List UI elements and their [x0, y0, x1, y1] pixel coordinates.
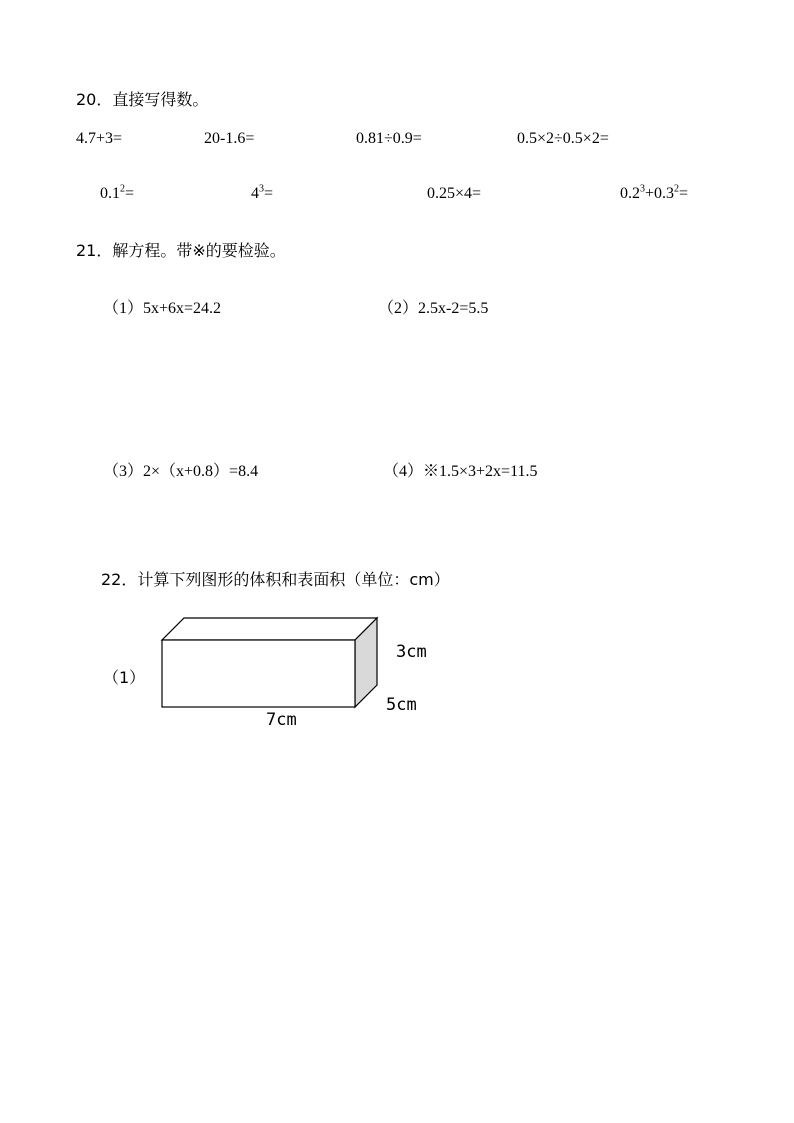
cuboid-front-face [162, 640, 355, 707]
q22-part1-label: （1） [103, 668, 146, 687]
cuboid-depth-label: 5cm [386, 695, 417, 715]
cuboid-diagram [160, 615, 380, 710]
q21-title: 21．解方程。带※的要检验。 [76, 241, 286, 260]
q20-item-3: 0.81÷0.9= [356, 130, 422, 147]
cuboid-top-face [162, 618, 377, 640]
q21-equation-2: （2）2.5x-2=5.5 [378, 300, 489, 317]
cuboid-height-label: 3cm [396, 642, 427, 662]
q21-equation-3: （3）2×（x+0.8）=8.4 [103, 463, 259, 480]
q22-title: 22．计算下列图形的体积和表面积（单位：cm） [101, 570, 450, 589]
q21-equation-4: （4）※1.5×3+2x=11.5 [383, 463, 538, 480]
q20-item-8: $0.2^3+0.3^2=$ [620, 183, 689, 202]
q20-item-5: $0.1^2=$ [100, 183, 135, 202]
q20-title: 20．直接写得数。 [76, 90, 209, 109]
q20-item-1: 4.7+3= [76, 130, 123, 147]
cuboid-length-label: 7cm [266, 710, 297, 730]
q20-item-4: 0.5×2÷0.5×2= [517, 130, 609, 147]
q20-item-2: 20-1.6= [204, 130, 255, 147]
q21-equation-1: （1）5x+6x=24.2 [103, 300, 222, 317]
q20-item-7: 0.25×4= [427, 185, 482, 202]
q20-item-6: $4^3=$ [251, 183, 274, 202]
